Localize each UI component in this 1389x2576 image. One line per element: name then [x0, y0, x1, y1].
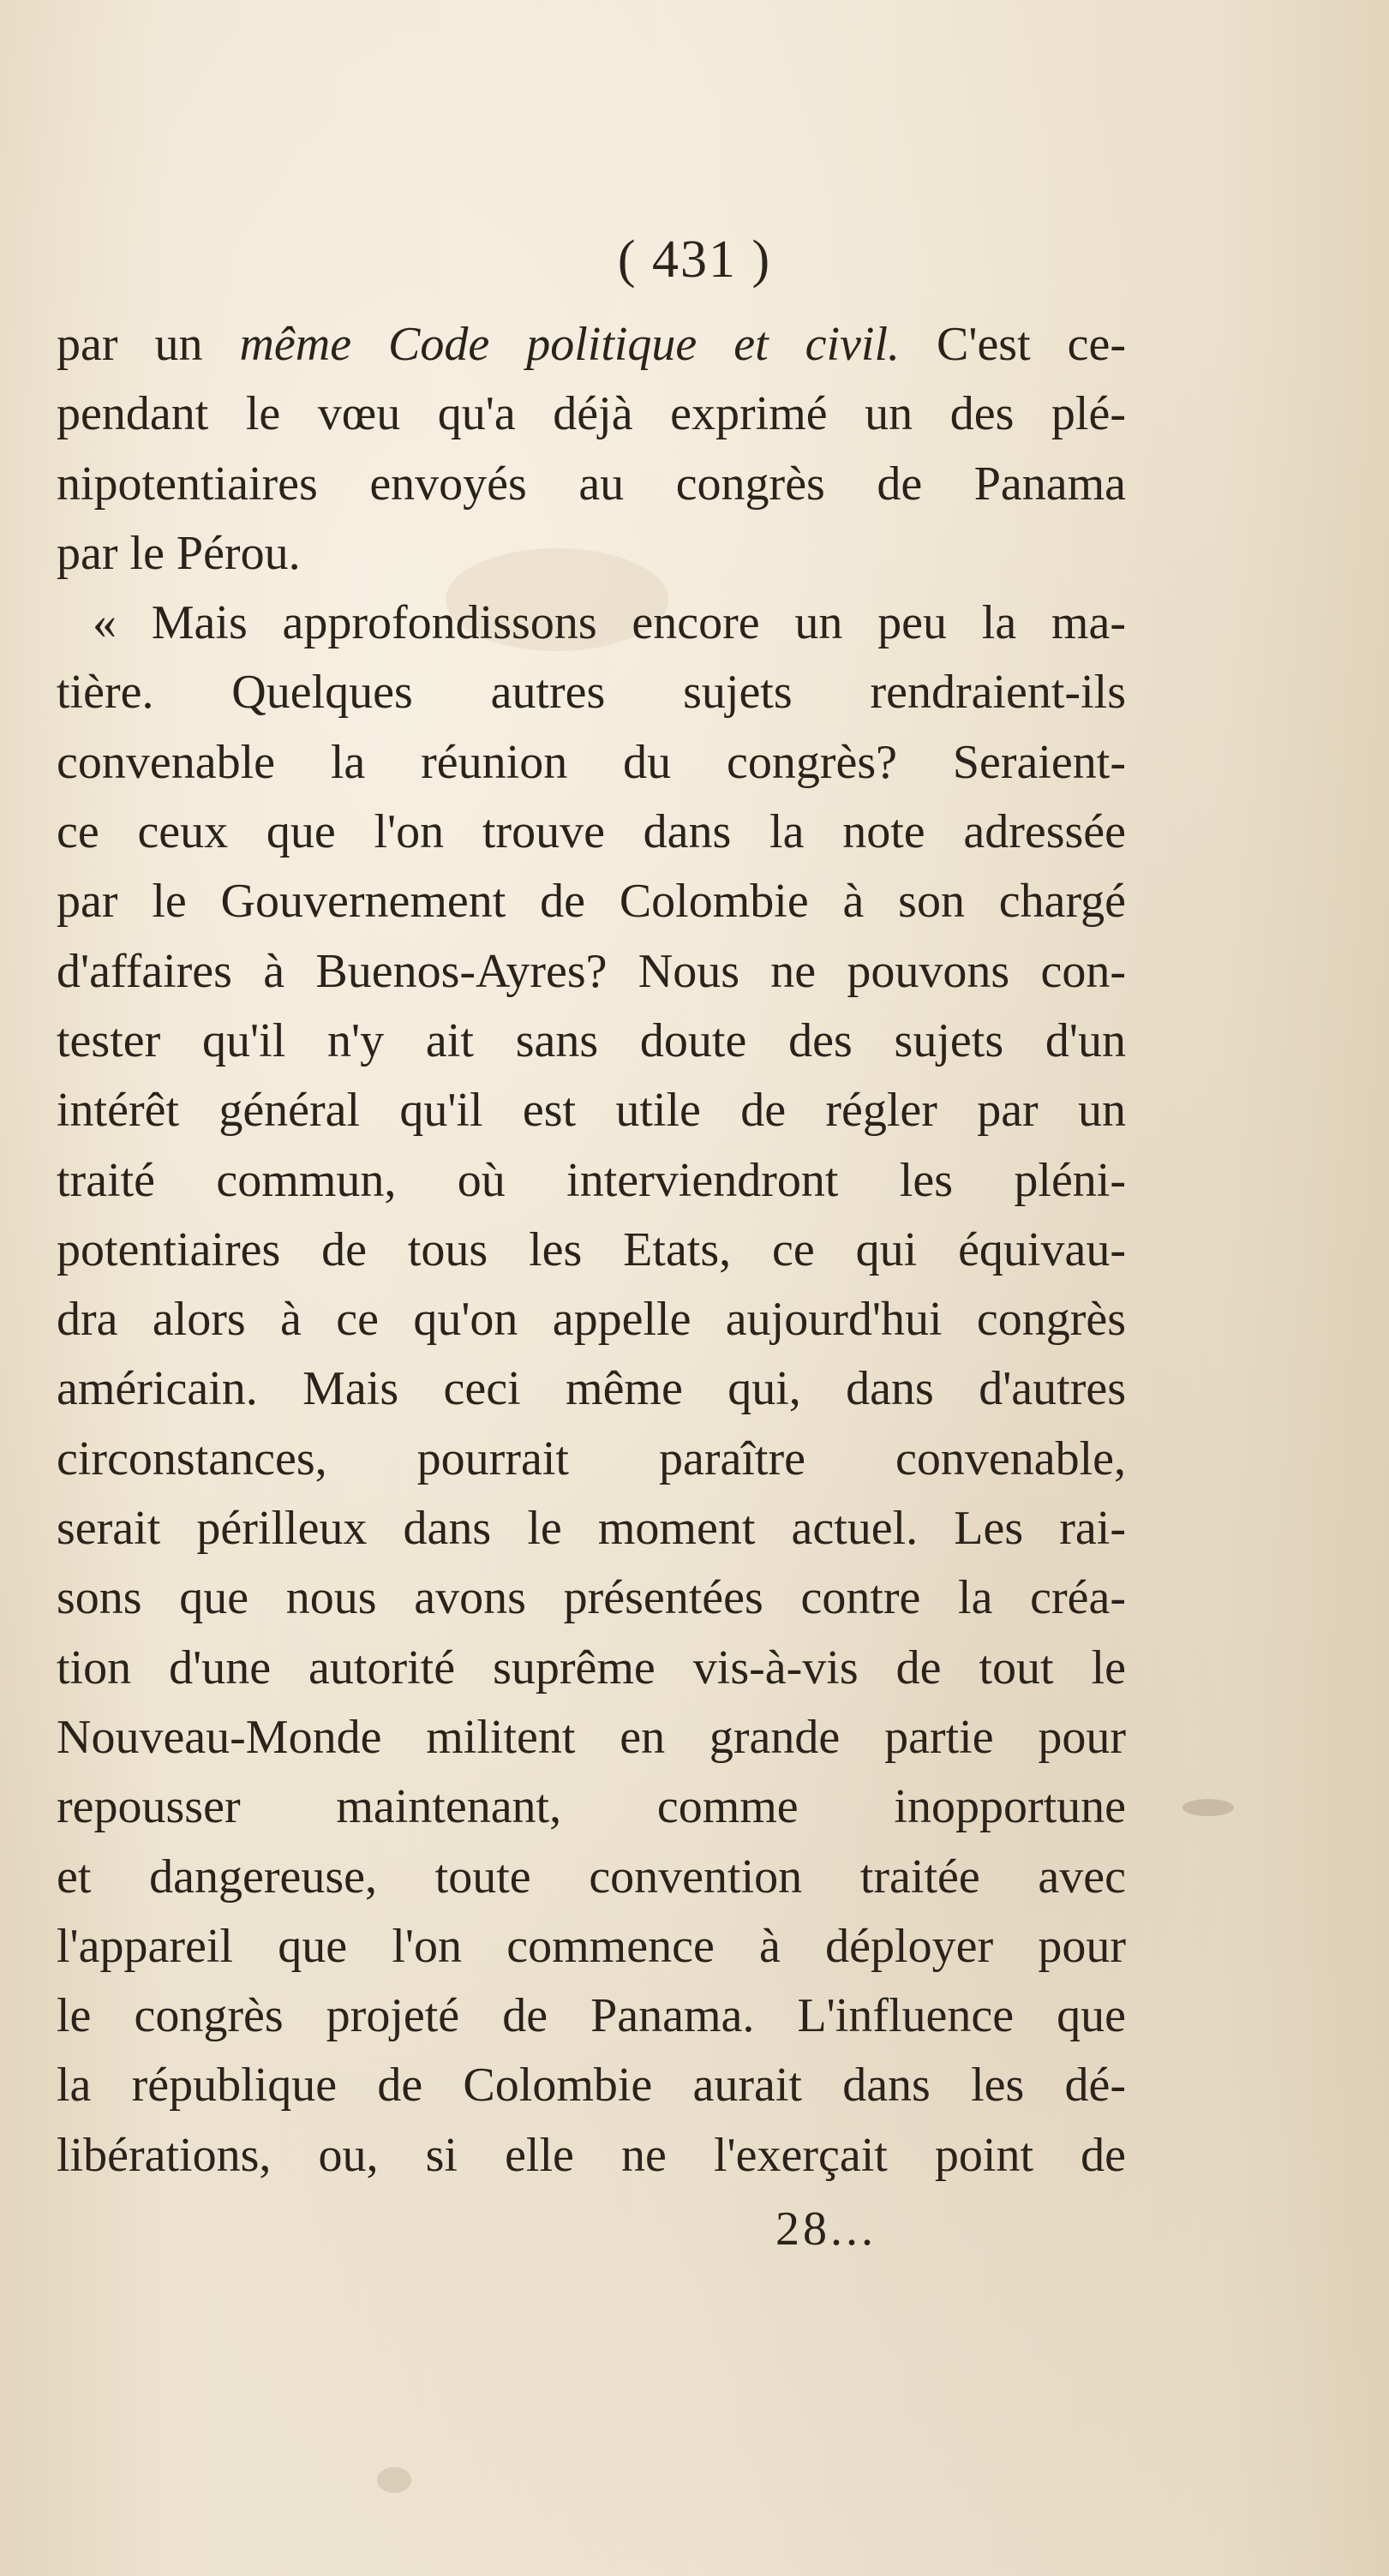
text-line: repousser maintenant, comme inopportune	[57, 1780, 1126, 1834]
text-line: potentiaires de tous les Etats, ce qui équivau-	[57, 1222, 1126, 1276]
text-line: tion d'une autorité suprême vis-à-vis de tout le	[57, 1641, 1126, 1694]
text-line: le congrès projeté de Panama. L'influence que	[57, 1989, 1126, 2043]
text-line: par le Gouvernement de Colombie à son chargé	[57, 875, 1126, 929]
text-line: par un même Code politique et civil. C'est ce-	[57, 318, 1126, 371]
text-line: dra alors à ce qu'on appelle aujourd'hui congrès	[57, 1293, 1126, 1347]
italic-phrase: même Code politique et civil.	[239, 318, 901, 371]
text-line: « Mais approfondissons encore un peu la ma-	[93, 596, 1126, 650]
text-line: Nouveau-Monde militent en grande partie pour	[57, 1710, 1126, 1764]
text-line: d'affaires à Buenos-Ayres? Nous ne pouvons con-	[57, 944, 1126, 998]
text-line: nipotentiaires envoyés au congrès de Panama	[57, 457, 1126, 511]
text-line: et dangereuse, toute convention traitée avec	[57, 1850, 1126, 1904]
text-line: par le Pérou.	[57, 526, 301, 580]
text-line: traité commun, où interviendront les pléni-	[57, 1153, 1126, 1207]
text-line: libérations, ou, si elle ne l'exerçait point de	[57, 2128, 1126, 2182]
paper-stain	[377, 2467, 411, 2493]
text-line: circonstances, pourrait paraître convenable,	[57, 1431, 1126, 1485]
text-line: ce ceux que l'on trouve dans la note adressée	[57, 805, 1126, 859]
body-text	[57, 310, 1126, 2190]
text-line: l'appareil que l'on commence à déployer pour	[57, 1919, 1126, 1973]
text-line: intérêt général qu'il est utile de régler par un	[57, 1084, 1126, 1138]
text-line: américain. Mais ceci même qui, dans d'autres	[57, 1362, 1126, 1416]
paper-stain	[1182, 1799, 1234, 1816]
text-line: convenable la réunion du congrès? Seraient-	[57, 735, 1126, 789]
catchword: 28...	[775, 2202, 877, 2256]
page-number-header: ( 431 )	[617, 230, 772, 289]
text-line: tière. Quelques autres sujets rendraient-ils	[57, 666, 1126, 720]
text-line: la république de Colombie aurait dans les dé-	[57, 2059, 1126, 2113]
text-line: serait périlleux dans le moment actuel. Les rai-	[57, 1502, 1126, 1556]
text-line: sons que nous avons présentées contre la créa-	[57, 1571, 1126, 1625]
text-line: pendant le vœu qu'a déjà exprimé un des plé-	[57, 387, 1126, 441]
text-line: tester qu'il n'y ait sans doute des sujets d'un	[57, 1013, 1126, 1067]
